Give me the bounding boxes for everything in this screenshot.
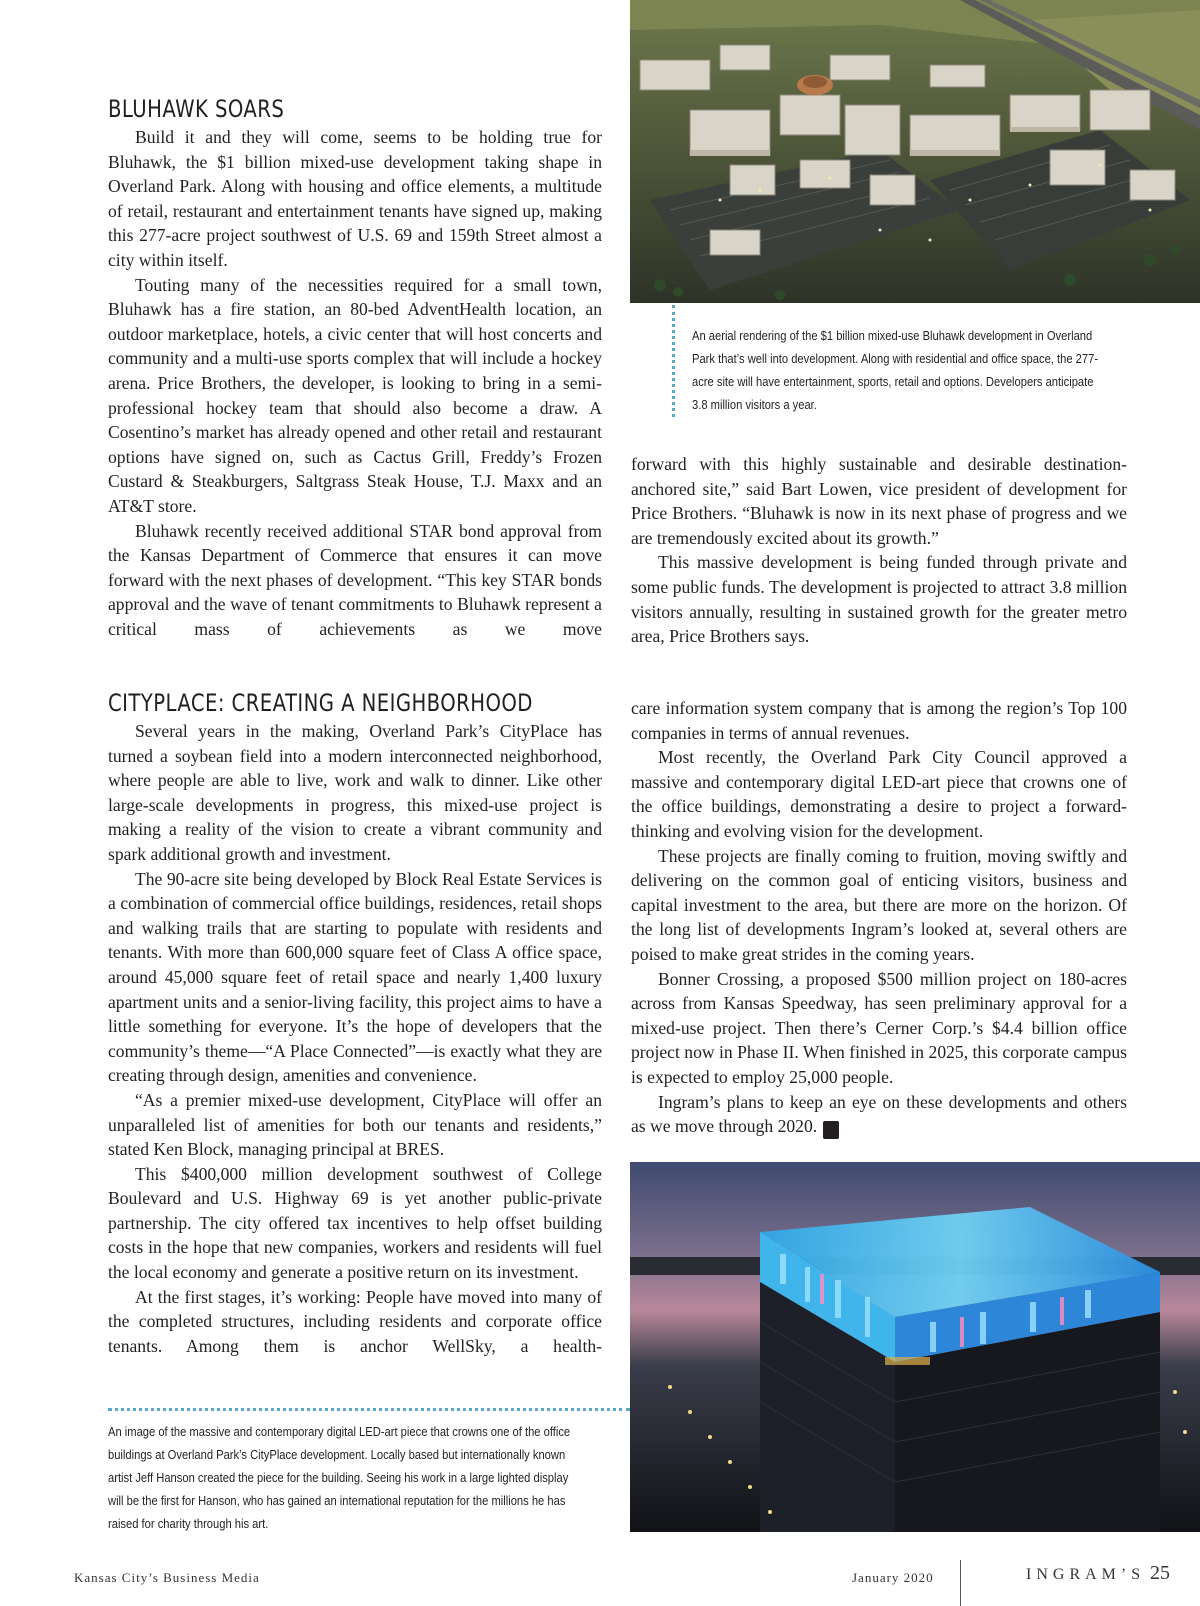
cityplace-final-sentence: Ingram’s plans to keep an eye on these developments and others as we move through 2020. (631, 1091, 1127, 1137)
bluhawk-photo-caption: An aerial rendering of the $1 billion mixed-use Bluhawk development in Overland Park that’s well into development. Along with residential and office space, the 277-acre site will have entertainment, sports, retail and options. Developers anticipate 3.8 million visitors a year. (692, 328, 1099, 412)
bluhawk-paragraph: Build it and they will come, seems to be holding true for Bluhawk, the $1 billion mixed-use development taking shape in Overland Park. Along with housing and office elements, a multitude of retail, restaurant and entertainment tenants have signed up, making this 277-acre project southwest of U.S. 69 and 159th Street almost a city within itself. (108, 127, 602, 270)
cityplace-paragraph: care information system company that is among the region’s Top 100 companies in terms of annual revenues. (631, 698, 1127, 743)
aerial-rendering-graphic (630, 0, 1200, 303)
bluhawk-paragraph: This massive development is being funded through private and some public funds. The development is projected to attract 3.8 million visitors annually, resulting in sustained growth for the greater metro area, Price Brothers says. (631, 552, 1127, 647)
bluhawk-paragraph: Touting many of the necessities required for a small town, Bluhawk has a fire station, an 80-bed AdventHealth location, an outdoor marketplace, hotels, a civic center that will host concerts and community and a multi-use sports complex that will include a hockey arena. Price Brothers, the developer, is looking to bring in a semi-professional hockey team that should also become a draw. A Cosentino’s market has already opened and other retail and restaurant options have signed on, such as Cactus Grill, Freddy’s Frozen Custard & Steakburgers, Saltgrass Steak House, T.J. Maxx and an AT&T store. (108, 274, 602, 516)
cityplace-column-right (631, 696, 1127, 1139)
cityplace-led-building-photo (630, 1162, 1200, 1532)
end-of-story-mark: I (823, 1121, 839, 1139)
cityplace-column-left (108, 689, 602, 1358)
caption-dotted-rule (672, 305, 675, 417)
cityplace-paragraph: At the first stages, it’s working: People have moved into many of the completed structures, including residents and corporate office tenants. Among them is anchor WellSky, a health- (108, 1286, 602, 1356)
cityplace-photo-caption: An image of the massive and contemporary digital LED-art piece that crowns one of the office buildings at Overland Park’s CityPlace development. Locally based but internationally known artist Jeff Hanson created the piece for the building. Seeing his work in a large lighted display will be the first for Hanson, who has gained an international reputation for the millions he has raised for charity through his art. (108, 1424, 571, 1531)
bluhawk-headline: BLUHAWK SOARS (108, 95, 285, 123)
bluhawk-aerial-photo (630, 0, 1200, 303)
bluhawk-paragraph: Bluhawk recently received additional STAR bond approval from the Kansas Department of Commerce that ensures it can move forward with the next phases of development. “This key STAR bonds approval and the wave of tenant commitments to Bluhawk represent a critical mass of achievements as we move (108, 520, 602, 639)
bluhawk-paragraph: forward with this highly sustainable and desirable destination-anchored site,” said Bart Lowen, vice president of development for Price Brothers. “Bluhawk is now in its next phase of progress and we are tremendously excited about its growth.” (631, 454, 1127, 548)
footer-magazine-name: INGRAM’S (1026, 1566, 1146, 1583)
bluhawk-column-left (108, 95, 602, 641)
footer-date: January 2020 (852, 1570, 934, 1585)
cityplace-paragraph: These projects are finally coming to fruition, moving swiftly and delivering on the common goal of enticing visitors, business and capital investment to the area, but there are more on the horizon. Of the long list of developments Ingram’s looked at, several others are poised to make great strides in the coming years. (631, 845, 1127, 964)
caption-dotted-rule (108, 1408, 630, 1411)
footer-divider (960, 1560, 961, 1606)
footer-publication: Kansas City’s Business Media (74, 1570, 260, 1585)
cityplace-paragraph: Most recently, the Overland Park City Council approved a massive and contemporary digital LED-art piece that crowns one of the office buildings, demonstrating a desire to project a forward-thinking and evolving vision for the development. (631, 747, 1127, 841)
led-building-graphic (630, 1162, 1200, 1532)
cityplace-paragraph: Bonner Crossing, a proposed $500 million project on 180-acres across from Kansas Speedway, has seen preliminary approval for a mixed-use project. Then there’s Cerner Corp.’s $4.4 billion office project now in Phase II. When finished in 2025, this corporate campus is expected to employ 25,000 people. (631, 968, 1127, 1087)
cityplace-paragraph (631, 1090, 1127, 1140)
cityplace-headline: CITYPLACE: CREATING A NEIGHBORHOOD (108, 689, 533, 717)
cityplace-paragraph: Several years in the making, Overland Park’s CityPlace has turned a soybean field into a modern interconnected neighborhood, where people are able to live, work and walk to dinner. Like other large-scale developments in progress, this mixed-use project is making a reality of the vision to create a vibrant community and spark additional growth and investment. (108, 721, 602, 864)
cityplace-paragraph: This $400,000 million development southwest of College Boulevard and U.S. Highway 69 is yet another public-private partnership. The city offered tax incentives to help offset building costs in the hope that new companies, workers and residents will fuel the local economy and generate a positive return on its investment. (108, 1163, 602, 1283)
footer-page-number: 25 (1150, 1562, 1170, 1584)
cityplace-paragraph: “As a premier mixed-use development, CityPlace will offer an unparalleled list of amenities for both our tenants and residents,” stated Ken Block, managing principal at BRES. (108, 1089, 602, 1160)
cityplace-paragraph: The 90-acre site being developed by Block Real Estate Services is a combination of commercial office buildings, residences, retail shops and walking trails that are starting to populate with residents and tenants. With more than 600,000 square feet of Class A office space, around 45,000 square feet of retail space and nearly 1,400 luxury apartment units and a senior-living facility, this project aims to have a little something for everyone. It’s the hope of developers that the community’s theme—“A Place Connected”—is exactly what they are creating through design, amenities and convenience. (108, 868, 602, 1086)
bluhawk-column-right (631, 452, 1127, 649)
